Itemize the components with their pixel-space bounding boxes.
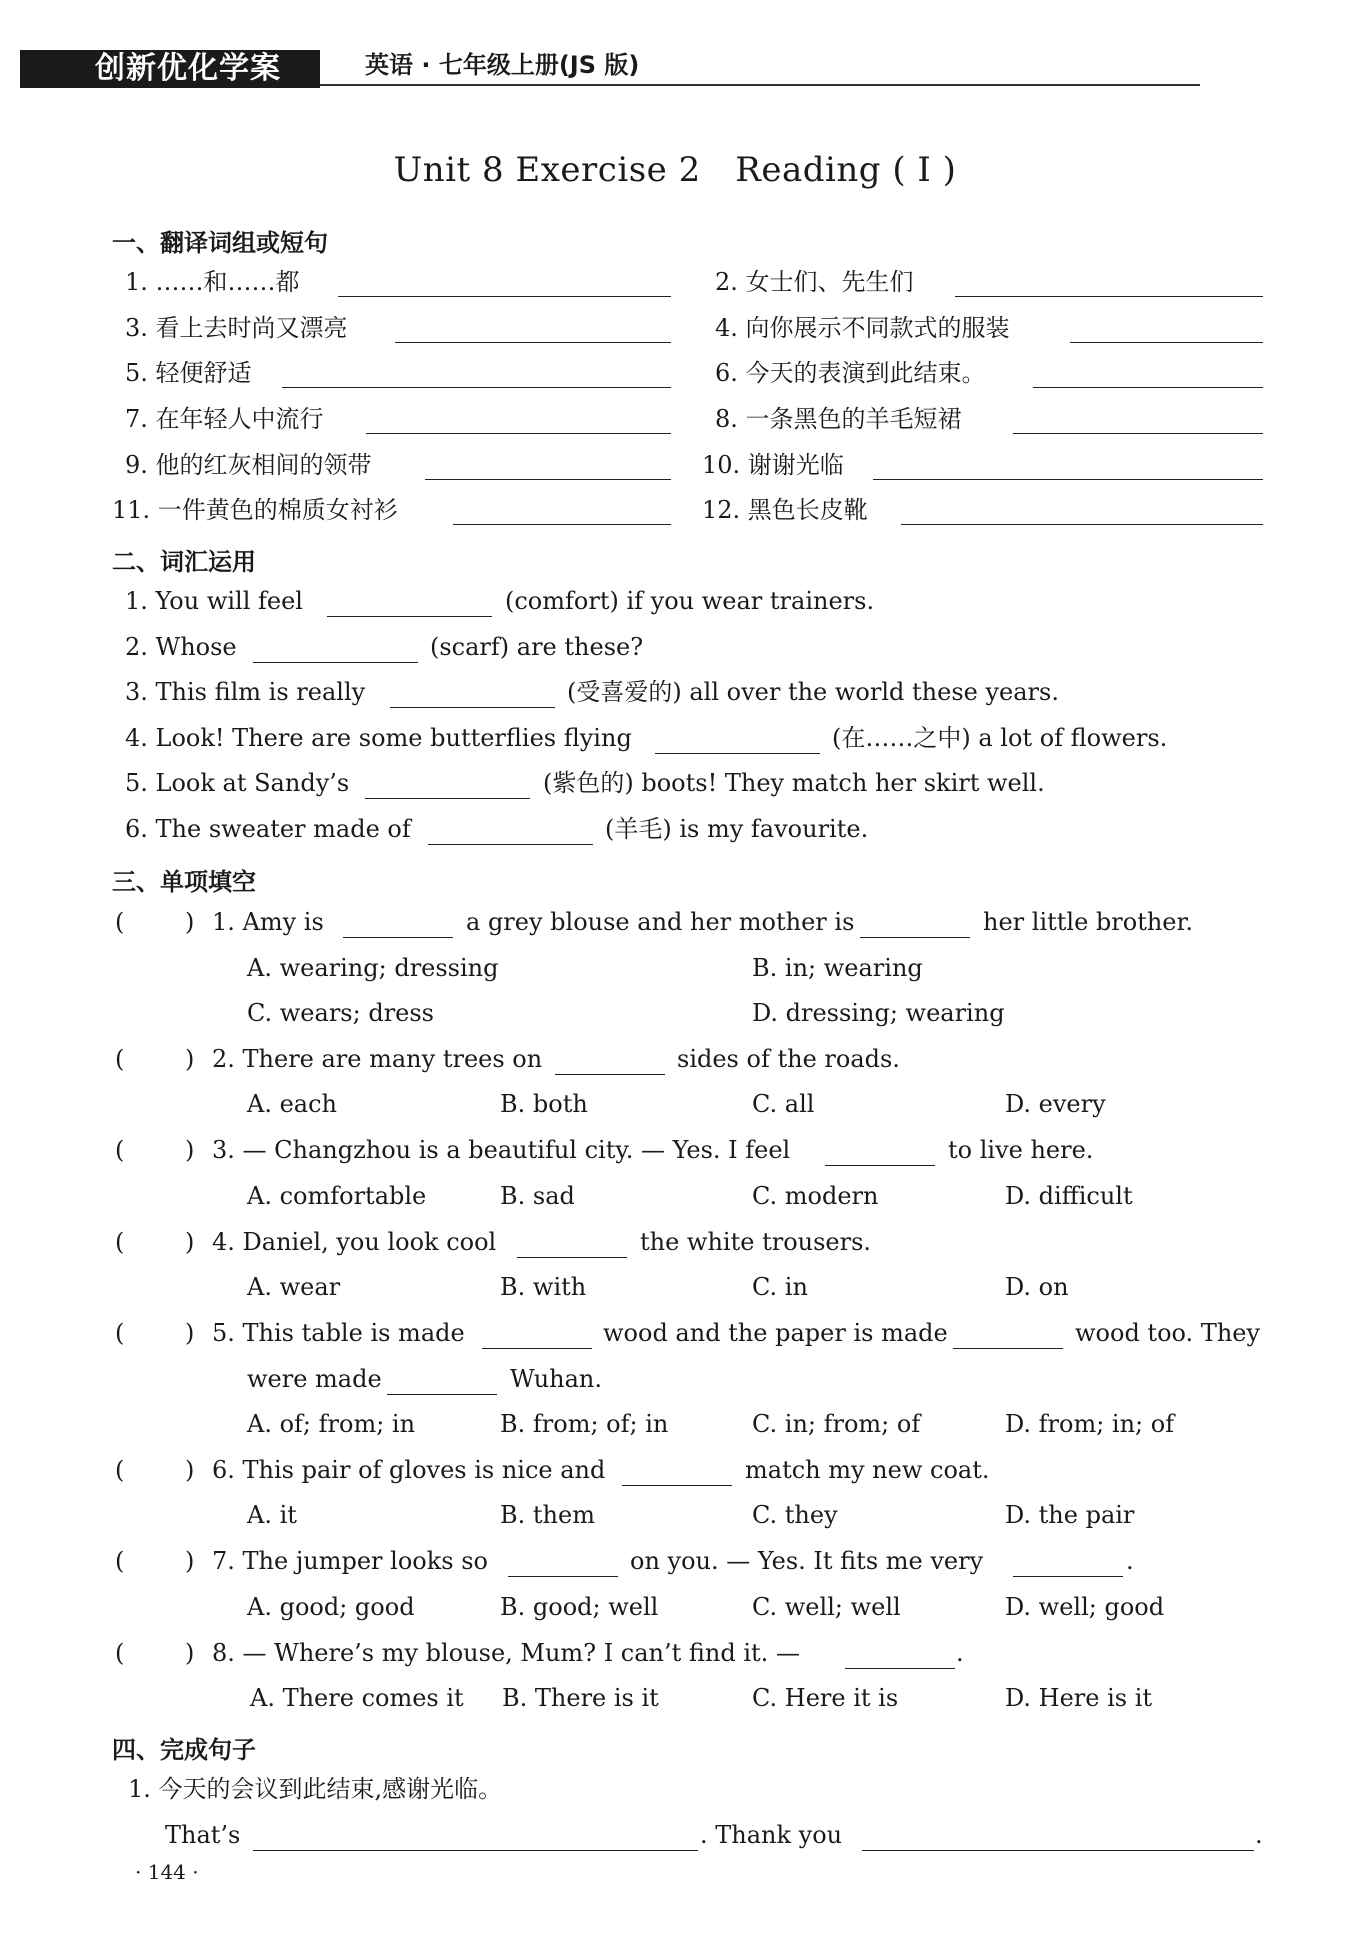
s1-item: 6. 今天的表演到此结束。 xyxy=(715,359,986,387)
s2-item-text: 6. The sweater made of xyxy=(125,815,411,843)
answer-blank[interactable] xyxy=(365,798,530,799)
option[interactable]: D. the pair xyxy=(1005,1501,1135,1529)
answer-paren-open[interactable]: ( xyxy=(115,1456,125,1484)
answer-blank[interactable] xyxy=(508,1576,618,1577)
answer-blank[interactable] xyxy=(453,524,671,525)
s4-text: . Thank you xyxy=(700,1821,843,1849)
answer-blank[interactable] xyxy=(1070,342,1263,343)
s2-item-text: (comfort) if you wear trainers. xyxy=(505,587,875,615)
answer-blank[interactable] xyxy=(873,479,1263,480)
s2-item-text: 2. Whose xyxy=(125,633,237,661)
s2-item-text: (在……之中) a lot of flowers. xyxy=(832,724,1168,752)
s3-question: a grey blouse and her mother is xyxy=(466,908,855,936)
option[interactable]: A. There comes it xyxy=(250,1684,464,1712)
answer-blank[interactable] xyxy=(862,1850,1254,1851)
option[interactable]: A. it xyxy=(247,1501,297,1529)
answer-paren-close: ) xyxy=(185,1136,195,1164)
s2-item-text: (紫色的) boots! They match her skirt well. xyxy=(543,769,1045,797)
option[interactable]: C. modern xyxy=(752,1182,879,1210)
option[interactable]: C. they xyxy=(752,1501,838,1529)
s4-prompt: 1. 今天的会议到此结束,感谢光临。 xyxy=(128,1775,503,1803)
option[interactable]: D. on xyxy=(1005,1273,1069,1301)
option[interactable]: C. well; well xyxy=(752,1593,901,1621)
option[interactable]: A. wearing; dressing xyxy=(247,954,499,982)
s4-text: That’s xyxy=(165,1821,241,1849)
answer-paren-close: ) xyxy=(185,908,195,936)
s1-item: 9. 他的红灰相间的领带 xyxy=(125,451,372,479)
s3-question: sides of the roads. xyxy=(677,1045,900,1073)
answer-paren-open[interactable]: ( xyxy=(115,1136,125,1164)
answer-paren-open[interactable]: ( xyxy=(115,908,125,936)
option[interactable]: B. sad xyxy=(500,1182,575,1210)
option[interactable]: D. well; good xyxy=(1005,1593,1165,1621)
answer-paren-close: ) xyxy=(185,1319,195,1347)
s3-question: Wuhan. xyxy=(510,1365,603,1393)
option[interactable]: B. both xyxy=(500,1090,588,1118)
s3-question: her little brother. xyxy=(983,908,1193,936)
s1-item: 3. 看上去时尚又漂亮 xyxy=(125,314,348,342)
answer-blank[interactable] xyxy=(387,1394,497,1395)
s2-item-text: 3. This film is really xyxy=(125,678,366,706)
answer-blank[interactable] xyxy=(825,1165,935,1166)
answer-blank[interactable] xyxy=(343,937,453,938)
section-3-heading: 三、单项填空 xyxy=(112,868,256,896)
section-4-heading: 四、完成句子 xyxy=(112,1736,256,1764)
answer-blank[interactable] xyxy=(860,937,970,938)
s2-item-text: (scarf) are these? xyxy=(430,633,644,661)
option[interactable]: C. all xyxy=(752,1090,815,1118)
answer-paren-open[interactable]: ( xyxy=(115,1639,125,1667)
option[interactable]: A. each xyxy=(247,1090,337,1118)
option[interactable]: A. wear xyxy=(247,1273,341,1301)
s3-question: . xyxy=(956,1639,964,1667)
s1-item: 1. ……和……都 xyxy=(125,268,300,296)
answer-blank[interactable] xyxy=(253,1850,698,1851)
s3-question: . xyxy=(1126,1547,1134,1575)
answer-blank[interactable] xyxy=(327,616,492,617)
answer-paren-close: ) xyxy=(185,1639,195,1667)
option[interactable]: A. good; good xyxy=(247,1593,415,1621)
answer-blank[interactable] xyxy=(390,707,555,708)
s4-text: . xyxy=(1255,1821,1263,1849)
answer-paren-close: ) xyxy=(185,1045,195,1073)
answer-blank[interactable] xyxy=(555,1074,665,1075)
s2-item-text: 5. Look at Sandy’s xyxy=(125,769,350,797)
s3-question: wood too. They xyxy=(1075,1319,1261,1347)
s2-item-text: 4. Look! There are some butterflies flying xyxy=(125,724,632,752)
s3-question: 8. — Where’s my blouse, Mum? I can’t find it. — xyxy=(212,1639,800,1667)
answer-blank[interactable] xyxy=(253,662,418,663)
answer-blank[interactable] xyxy=(1013,433,1263,434)
s1-item: 8. 一条黑色的羊毛短裙 xyxy=(715,405,962,433)
answer-blank[interactable] xyxy=(955,296,1263,297)
s1-item: 5. 轻便舒适 xyxy=(125,359,252,387)
answer-blank[interactable] xyxy=(482,1348,592,1349)
header-rule xyxy=(320,84,1200,86)
option[interactable]: A. of; from; in xyxy=(247,1410,416,1438)
s3-question: match my new coat. xyxy=(745,1456,990,1484)
s3-question: 1. Amy is xyxy=(212,908,324,936)
s2-item-text: (受喜爱的) all over the world these years. xyxy=(567,678,1059,706)
answer-blank[interactable] xyxy=(953,1348,1063,1349)
s3-question: 5. This table is made xyxy=(212,1319,465,1347)
s1-item: 12. 黑色长皮靴 xyxy=(702,496,868,524)
answer-paren-open[interactable]: ( xyxy=(115,1228,125,1256)
section-2-heading: 二、词汇运用 xyxy=(112,548,256,576)
answer-blank[interactable] xyxy=(1013,1576,1123,1577)
answer-paren-open[interactable]: ( xyxy=(115,1319,125,1347)
s3-question: 6. This pair of gloves is nice and xyxy=(212,1456,606,1484)
option[interactable]: C. in xyxy=(752,1273,808,1301)
s3-question: wood and the paper is made xyxy=(603,1319,948,1347)
option[interactable]: D. every xyxy=(1005,1090,1106,1118)
answer-blank[interactable] xyxy=(622,1485,732,1486)
option[interactable]: B. in; wearing xyxy=(752,954,923,982)
s1-item: 7. 在年轻人中流行 xyxy=(125,405,324,433)
s2-item-text: 1. You will feel xyxy=(125,587,303,615)
header-subtitle: 英语 · 七年级上册(JS 版) xyxy=(365,51,640,79)
option[interactable]: B. from; of; in xyxy=(500,1410,669,1438)
s3-question: 2. There are many trees on xyxy=(212,1045,543,1073)
section-1-heading: 一、翻译词组或短句 xyxy=(112,229,328,257)
s3-question: 7. The jumper looks so xyxy=(212,1547,488,1575)
option[interactable]: C. wears; dress xyxy=(247,999,434,1027)
answer-blank[interactable] xyxy=(338,296,671,297)
option[interactable]: C. Here it is xyxy=(752,1684,899,1712)
answer-blank[interactable] xyxy=(517,1257,627,1258)
option[interactable]: C. in; from; of xyxy=(752,1410,921,1438)
answer-paren-close: ) xyxy=(185,1547,195,1575)
s3-question: 4. Daniel, you look cool xyxy=(212,1228,497,1256)
answer-blank[interactable] xyxy=(901,524,1263,525)
s3-question: 3. — Changzhou is a beautiful city. — Yes. I feel xyxy=(212,1136,791,1164)
page-number: · 144 · xyxy=(135,1860,199,1884)
answer-blank[interactable] xyxy=(845,1668,955,1669)
option[interactable]: D. difficult xyxy=(1005,1182,1133,1210)
option[interactable]: B. good; well xyxy=(500,1593,659,1621)
s1-item: 2. 女士们、先生们 xyxy=(715,268,914,296)
option[interactable]: B. them xyxy=(500,1501,595,1529)
s3-question: to live here. xyxy=(948,1136,1094,1164)
answer-blank[interactable] xyxy=(425,479,671,480)
s1-item: 4. 向你展示不同款式的服装 xyxy=(715,314,1010,342)
answer-blank[interactable] xyxy=(655,753,820,754)
s1-item: 11. 一件黄色的棉质女衬衫 xyxy=(112,496,398,524)
s3-question: the white trousers. xyxy=(640,1228,872,1256)
answer-blank[interactable] xyxy=(428,844,593,845)
s1-item: 10. 谢谢光临 xyxy=(702,451,844,479)
option[interactable]: D. Here is it xyxy=(1005,1684,1153,1712)
answer-blank[interactable] xyxy=(395,342,671,343)
option[interactable]: A. comfortable xyxy=(247,1182,427,1210)
answer-paren-close: ) xyxy=(185,1456,195,1484)
answer-blank[interactable] xyxy=(366,433,671,434)
option[interactable]: D. from; in; of xyxy=(1005,1410,1175,1438)
option[interactable]: D. dressing; wearing xyxy=(752,999,1005,1027)
s2-item-text: (羊毛) is my favourite. xyxy=(605,815,869,843)
s3-question: on you. — Yes. It fits me very xyxy=(630,1547,984,1575)
answer-paren-open[interactable]: ( xyxy=(115,1547,125,1575)
page-title: Unit 8 Exercise 2 Reading ( Ⅰ ) xyxy=(393,150,957,190)
option[interactable]: B. with xyxy=(500,1273,587,1301)
header-brand: 创新优化学案 xyxy=(95,51,281,86)
answer-paren-open[interactable]: ( xyxy=(115,1045,125,1073)
answer-paren-close: ) xyxy=(185,1228,195,1256)
s3-question: were made xyxy=(247,1365,382,1393)
option[interactable]: B. There is it xyxy=(502,1684,659,1712)
answer-blank[interactable] xyxy=(282,387,671,388)
answer-blank[interactable] xyxy=(1033,387,1263,388)
